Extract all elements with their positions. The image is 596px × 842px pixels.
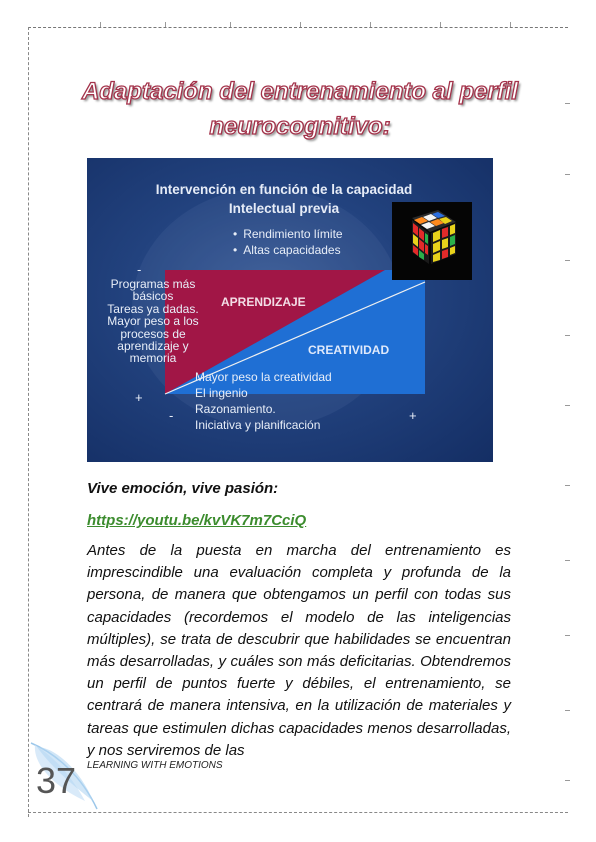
rubiks-cube-drawing bbox=[392, 202, 472, 280]
sign-plus-left: + bbox=[135, 390, 143, 405]
section-heading: Vive emoción, vive pasión: bbox=[87, 480, 279, 497]
left-line: procesos de bbox=[120, 326, 186, 341]
creativity-text bbox=[195, 369, 332, 433]
left-line: básicos bbox=[132, 289, 174, 304]
bullet-rendimiento-limite: • Rendimiento límite bbox=[233, 226, 343, 242]
figure-title-line-1: Intervención en función de la capacidad bbox=[155, 182, 413, 197]
page-number: 37 bbox=[36, 760, 77, 801]
sign-plus-right: + bbox=[409, 408, 417, 423]
lower-line: Iniciativa y planificación bbox=[195, 418, 321, 432]
label-creatividad: CREATIVIDAD bbox=[308, 343, 390, 357]
footer-label: LEARNING WITH EMOTIONS bbox=[87, 760, 223, 771]
margin-tick bbox=[565, 405, 570, 406]
margin-tick bbox=[300, 22, 301, 27]
left-line: Mayor peso a los bbox=[107, 314, 199, 329]
margin-tick bbox=[165, 22, 166, 27]
margin-tick bbox=[565, 174, 570, 175]
margin-tick bbox=[565, 260, 570, 261]
figure-title-line-2: Intelectual previa bbox=[228, 201, 340, 216]
sign-minus-top: - bbox=[137, 262, 142, 277]
lower-line: Mayor peso la creatividad bbox=[195, 370, 332, 384]
basic-programs-text bbox=[97, 278, 209, 365]
body-paragraph: Antes de la puesta en marcha del entrenamiento es imprescindible una evaluación completa y profunda de la persona, de manera que obtengamos un perfil con todas sus capacidades (recordemos el modelo de las inteligencias múltiples), se trata de descubrir que habilidades se encuentran más desarrolladas, y cuáles son más deficitarias. Obtendremos un perfil de puntos fuerte y débiles, el entrenamiento, se centrará de manera intensiva, en la utilización de materiales y tareas que estimulen dichas capacidades menos desarrolladas, y nos serviremos de las bbox=[87, 542, 511, 759]
capacity-intervention-figure bbox=[87, 158, 493, 462]
figure-bullet-list bbox=[233, 226, 343, 258]
margin-tick bbox=[565, 103, 570, 104]
lower-line: Razonamiento. bbox=[195, 402, 276, 416]
margin-tick bbox=[565, 780, 570, 781]
label-aprendizaje: APRENDIZAJE bbox=[221, 295, 306, 309]
margin-tick bbox=[100, 22, 101, 27]
margin-tick bbox=[510, 22, 511, 27]
margin-tick bbox=[370, 22, 371, 27]
page-title: Adaptación del entrenamiento al perfil neurocognitivo: bbox=[81, 78, 519, 140]
left-line: aprendizaje y bbox=[117, 339, 189, 354]
bullet-altas-capacidades: • Altas capacidades bbox=[233, 242, 343, 258]
rubiks-cube-icon bbox=[392, 202, 472, 280]
youtube-link[interactable]: https://youtu.be/kvVK7m7CciQ bbox=[87, 512, 307, 529]
page-frame-top bbox=[28, 27, 568, 28]
margin-tick bbox=[565, 485, 570, 486]
left-line: memoria bbox=[129, 351, 177, 366]
sign-minus-bottom: - bbox=[169, 408, 174, 423]
lower-line: El ingenio bbox=[195, 386, 248, 400]
margin-tick bbox=[565, 335, 570, 336]
margin-tick bbox=[440, 22, 441, 27]
left-line: Tareas ya dadas. bbox=[107, 301, 199, 316]
margin-tick bbox=[565, 710, 570, 711]
margin-tick bbox=[565, 560, 570, 561]
left-line: Programas más bbox=[110, 277, 196, 291]
page-frame-left bbox=[28, 27, 29, 817]
margin-tick bbox=[230, 22, 231, 27]
page-frame-bottom bbox=[28, 812, 568, 813]
margin-tick bbox=[565, 635, 570, 636]
